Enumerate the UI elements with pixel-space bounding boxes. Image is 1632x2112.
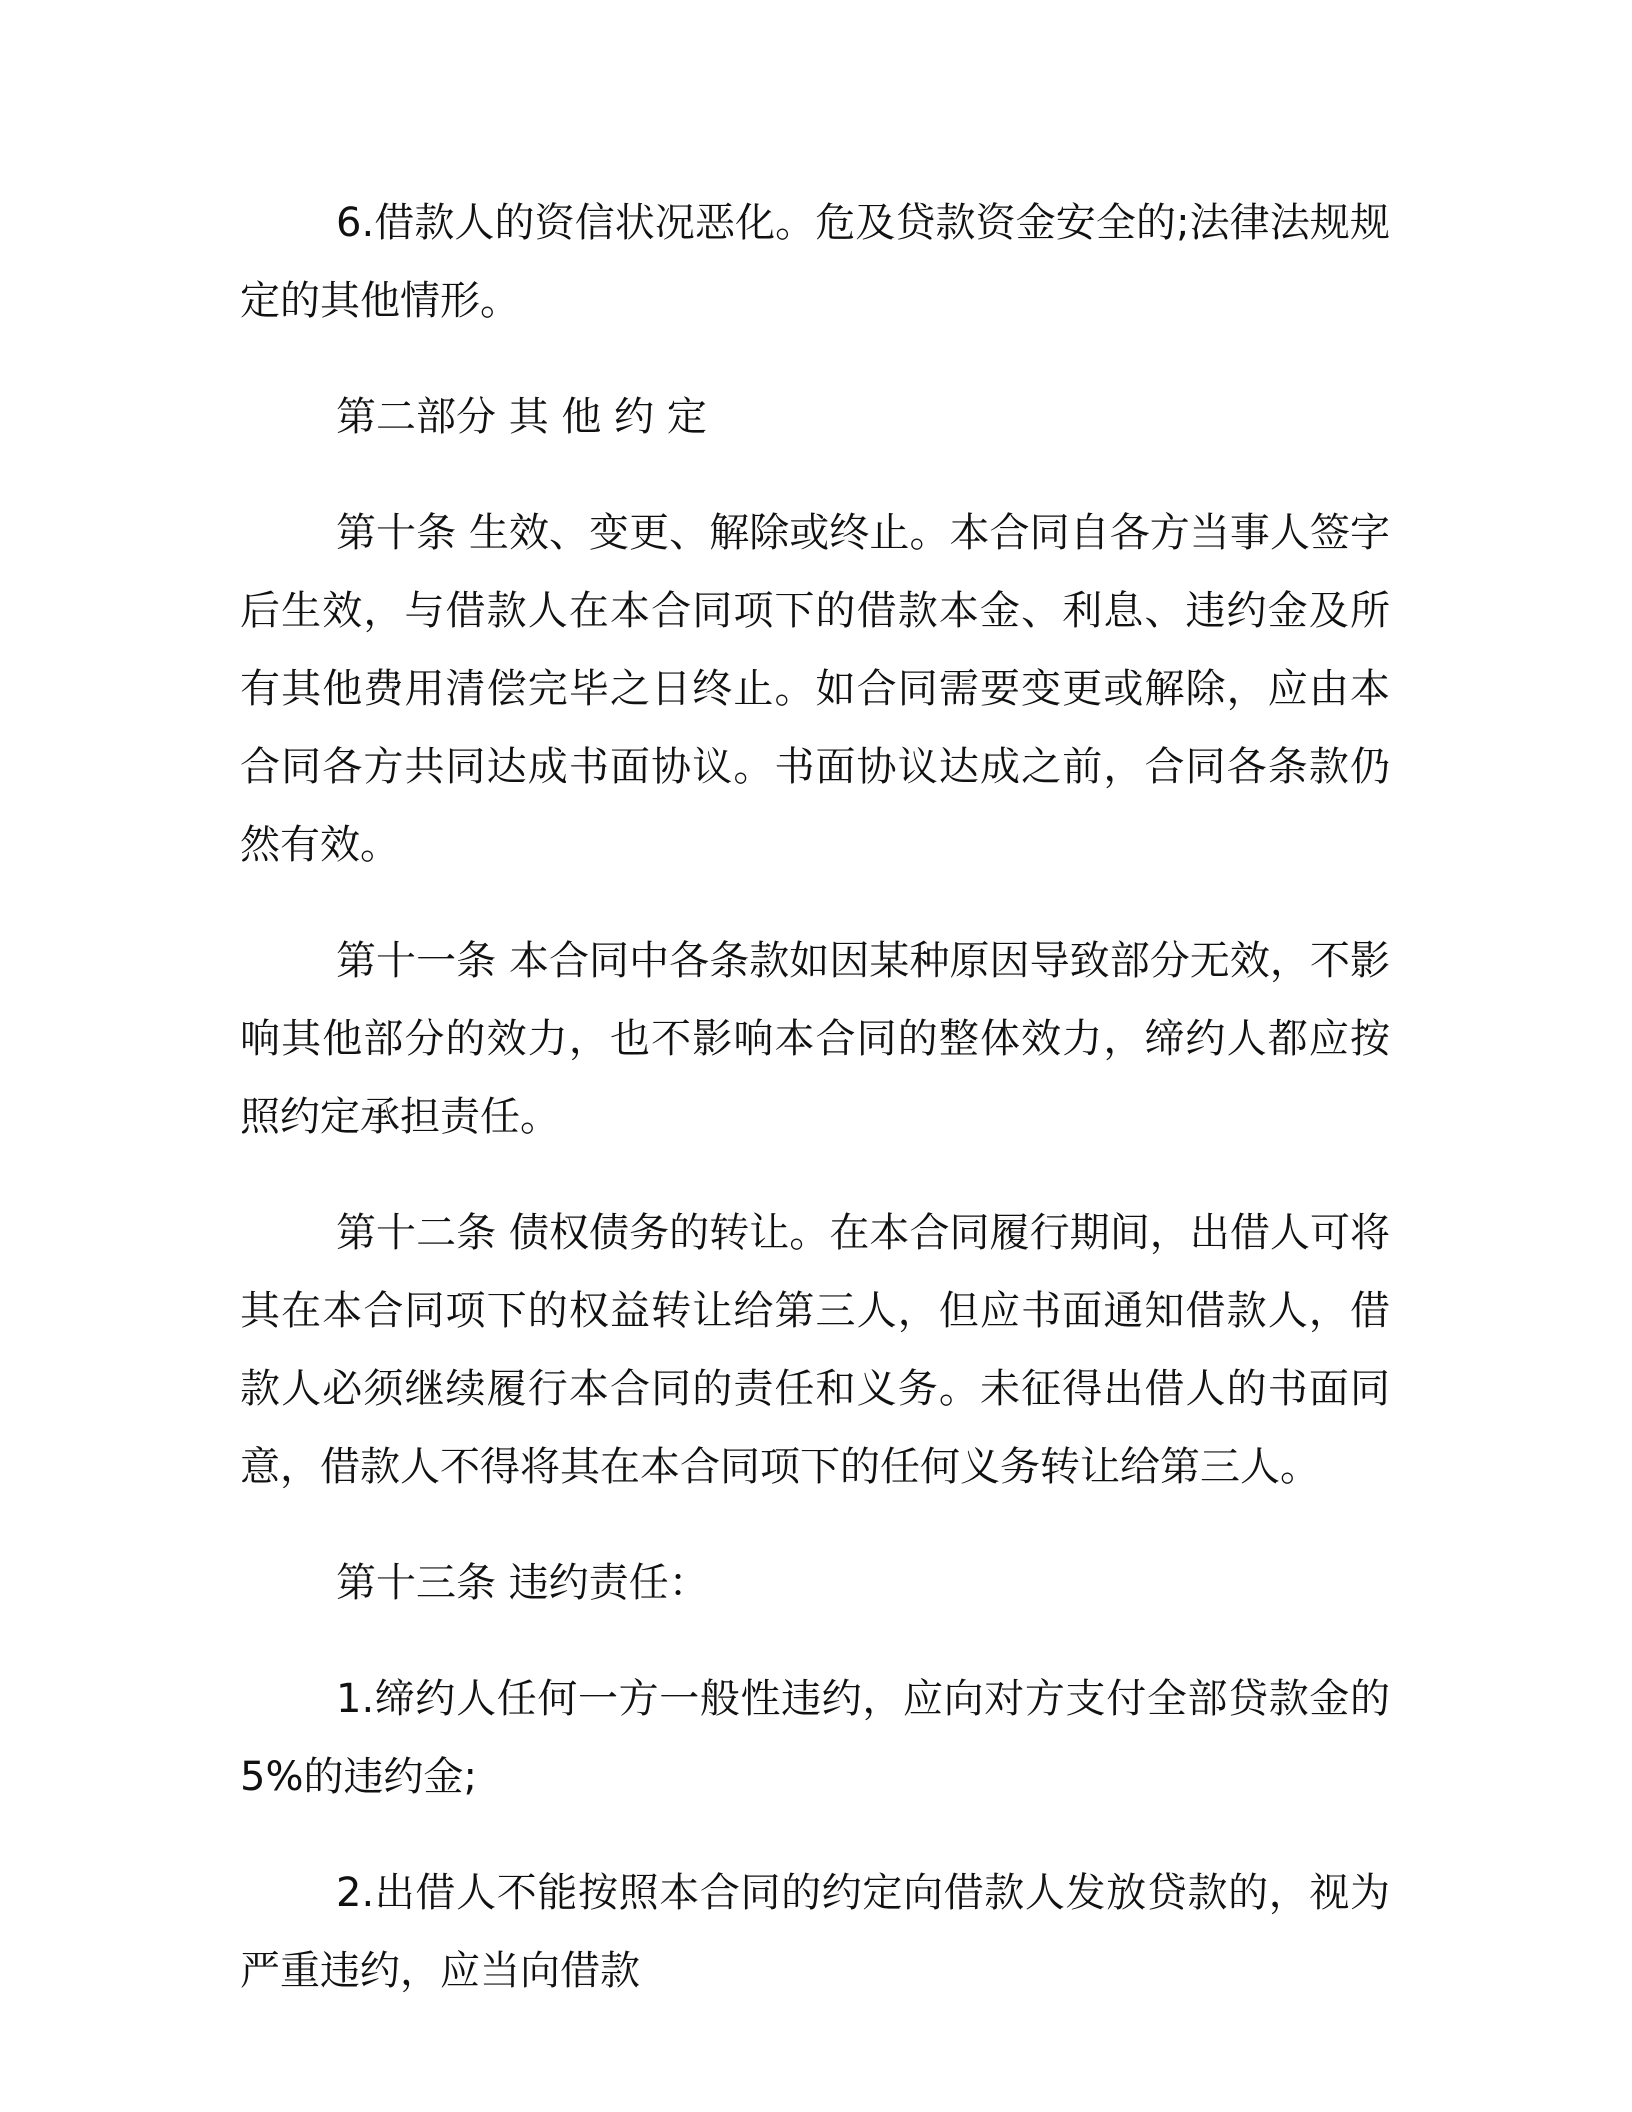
paragraph-clause-6: 6.借款人的资信状况恶化。危及贷款资金安全的;法律法规规定的其他情形。 — [240, 200, 1390, 324]
paragraph-breach-item-2: 2.出借人不能按照本合同的约定向借款人发放贷款的，视为严重违约，应当向借款 — [240, 1870, 1390, 1994]
paragraph-article-10: 第十条 生效、变更、解除或终止。本合同自各方当事人签字后生效，与借款人在本合同项下的借款本金、利息、违约金及所有其他费用清偿完毕之日终止。如合同需要变更或解除，应由本合同各方共同达成书面协议。书面协议达成之前，合同各条款仍然有效。 — [240, 510, 1390, 868]
paragraph-article-11: 第十一条 本合同中各条款如因某种原因导致部分无效，不影响其他部分的效力，也不影响本合同的整体效力，缔约人都应按照约定承担责任。 — [240, 938, 1390, 1140]
document-body — [240, 184, 1390, 2048]
paragraph-article-13-heading: 第十三条 违约责任： — [336, 1560, 709, 1606]
paragraph-breach-item-1: 1.缔约人任何一方一般性违约，应向对方支付全部贷款金的 5%的违约金; — [240, 1676, 1390, 1800]
section-heading-part-two: 第二部分 其 他 约 定 — [336, 394, 707, 440]
paragraph-article-12: 第十二条 债权债务的转让。在本合同履行期间，出借人可将其在本合同项下的权益转让给第三人，但应书面通知借款人，借款人必须继续履行本合同的责任和义务。未征得出借人的书面同意，借款人不得将其在本合同项下的任何义务转让给第三人。 — [240, 1210, 1390, 1490]
